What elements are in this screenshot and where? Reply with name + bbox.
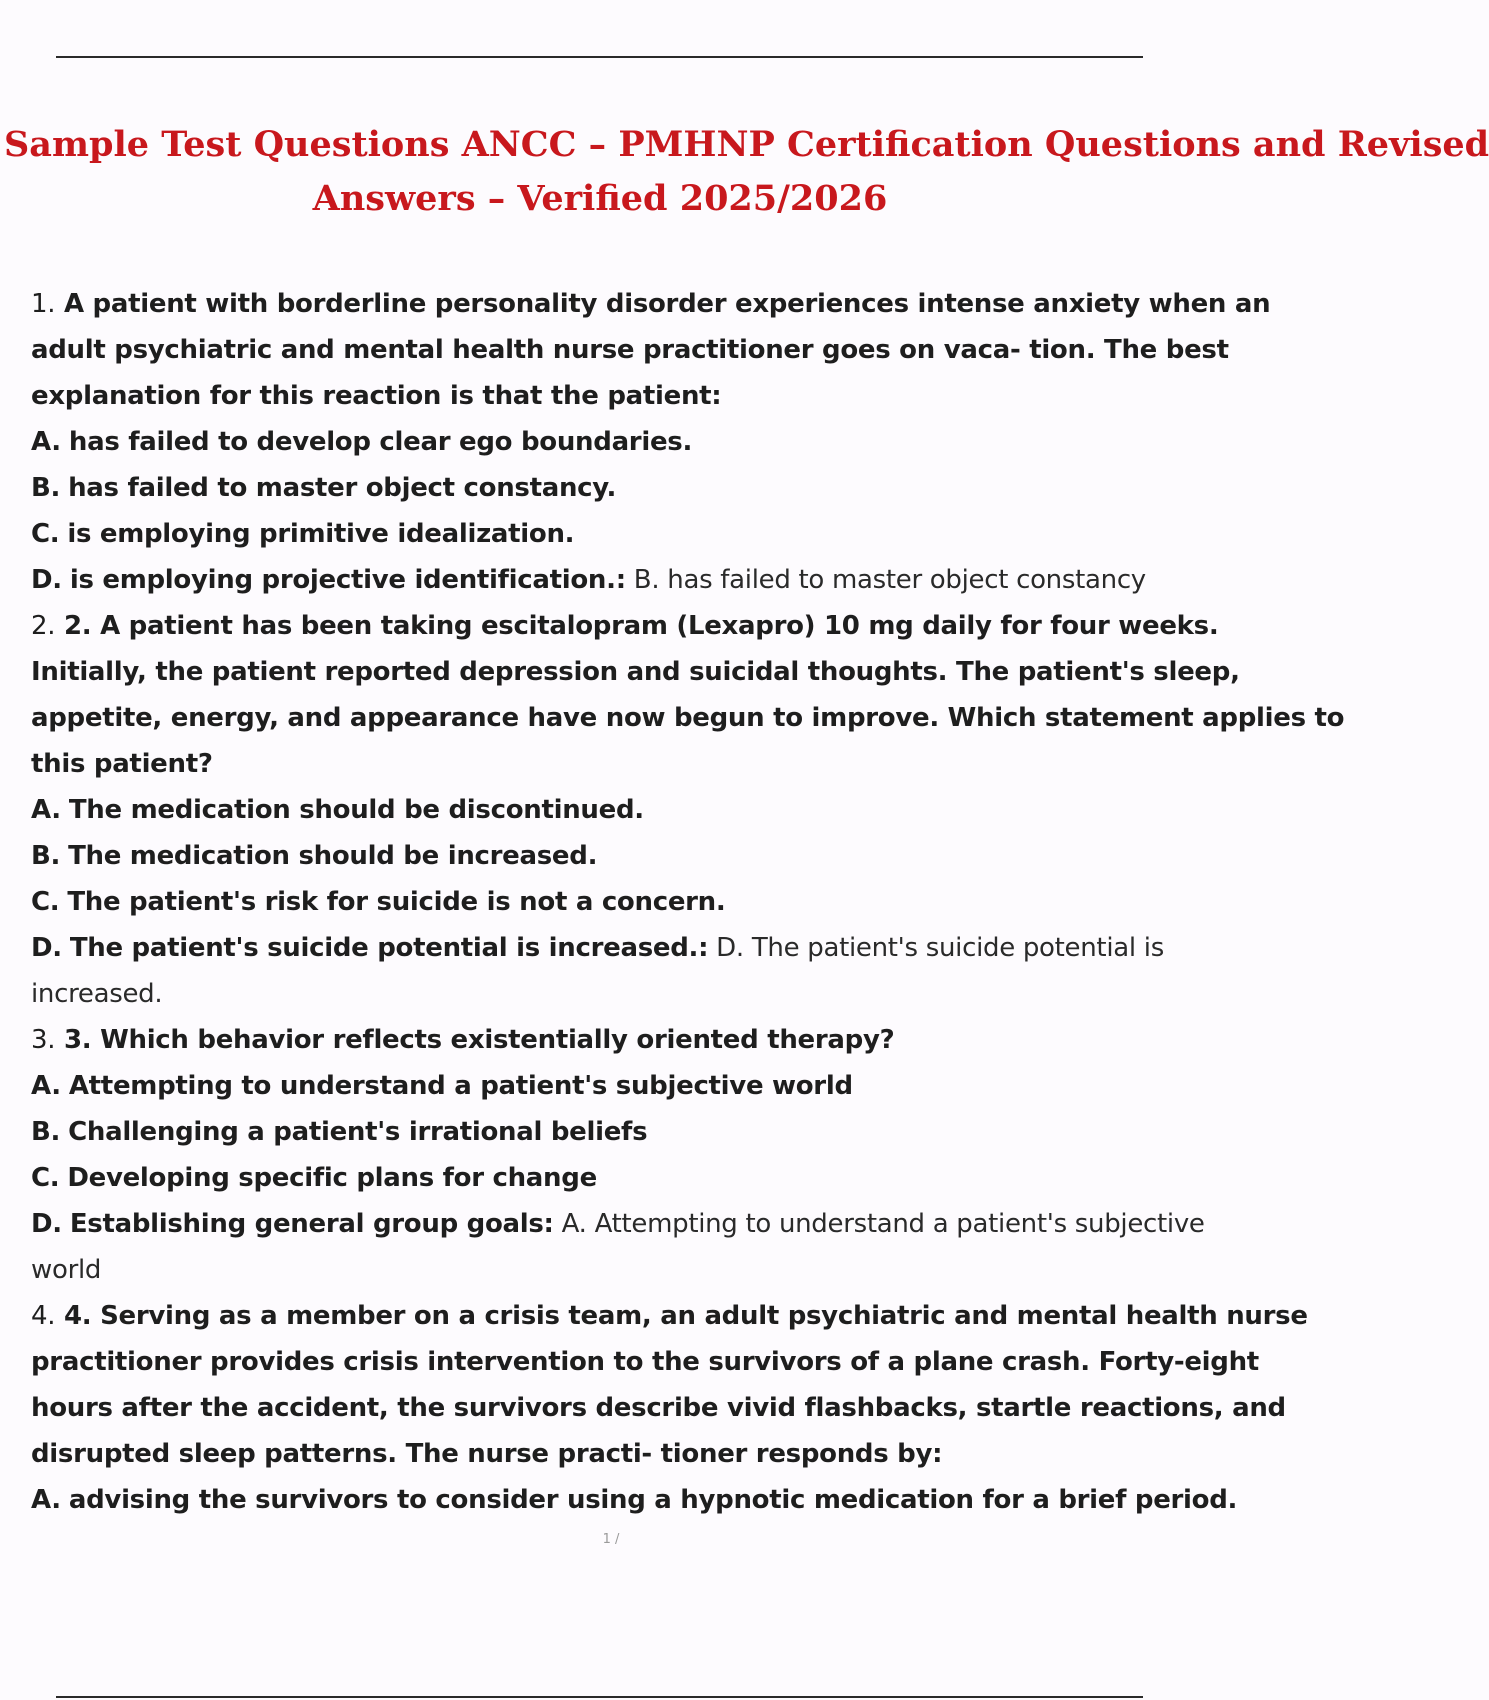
question-3-option-d (31, 1201, 1205, 1247)
answer-text: world (31, 1255, 102, 1285)
question-3-answer-cont (31, 1247, 1200, 1293)
option-letter: B. (31, 1117, 61, 1147)
question-3-stem (31, 1017, 1200, 1063)
question-text: A patient with borderline personality disorder experiences intense anxiety when an (63, 289, 1271, 319)
question-1-option-d (31, 557, 1200, 603)
question-2-stem (31, 603, 1219, 649)
option-text: has failed to master object constancy. (68, 473, 617, 503)
question-2-answer-cont (31, 971, 1200, 1017)
question-2-stem-cont: Initially, the patient reported depression and suicidal thoughts. The patient's sleep, (31, 657, 1240, 687)
option-text: The medication should be increased. (68, 841, 598, 871)
title-line-1: Sample Test Questions ANCC – PMHNP Certification Questions and Revised (4, 124, 1489, 165)
option-letter: A. (31, 795, 61, 825)
question-1-stem-cont: adult psychiatric and mental health nurse practitioner goes on vaca- tion. The best (31, 335, 1229, 365)
option-text: Attempting to understand a patient's subjective world (68, 1071, 853, 1101)
top-rule (56, 56, 1143, 58)
question-text: 3. Which behavior reflects existentially oriented therapy? (63, 1025, 895, 1055)
question-4-stem-cont: hours after the accident, the survivors describe vivid flashbacks, startle reactions, and (31, 1393, 1286, 1423)
title-line-2: Answers – Verified 2025/2026 (312, 178, 888, 219)
option-letter: C. (31, 1163, 60, 1193)
answer-text: A. Attempting to understand a patient's subjective (561, 1209, 1205, 1239)
option-text: advising the survivors to consider using a hypnotic medication for a brief period. (68, 1485, 1238, 1515)
option-letter: A. (31, 1485, 61, 1515)
answer-text: B. has failed to master object constancy (633, 565, 1146, 595)
question-number: 3. (31, 1025, 56, 1055)
option-letter: A. (31, 427, 61, 457)
question-1-option-b (31, 465, 1200, 511)
question-2-option-d (31, 925, 1200, 971)
question-3-option-c (31, 1155, 1200, 1201)
question-1-stem (31, 281, 1271, 327)
question-2-stem-cont: appetite, energy, and appearance have now begun to improve. Which statement applies to (31, 703, 1345, 733)
question-3-option-b (31, 1109, 1200, 1155)
answer-text: D. The patient's suicide potential is (716, 933, 1164, 963)
option-text: Establishing general group goals: (69, 1209, 554, 1239)
option-letter: D. (31, 1209, 62, 1239)
question-number: 4. (31, 1301, 56, 1331)
question-4-option-a (31, 1477, 1238, 1523)
question-2-option-b (31, 833, 1200, 879)
question-4-stem (31, 1293, 1308, 1339)
question-number: 2. (31, 611, 56, 641)
option-letter: A. (31, 1071, 61, 1101)
document-title (0, 118, 1489, 226)
question-text: 2. A patient has been taking escitalopram (Lexapro) 10 mg daily for four weeks. (63, 611, 1219, 641)
question-2-option-a (31, 787, 1200, 833)
question-2-stem-cont: this patient? (31, 749, 213, 779)
bottom-rule (56, 1696, 1143, 1698)
question-4-stem-cont: disrupted sleep patterns. The nurse practi- tioner responds by: (31, 1439, 943, 1469)
answer-text: increased. (31, 979, 163, 1009)
option-letter: D. (31, 933, 62, 963)
option-text: The patient's risk for suicide is not a concern. (67, 887, 726, 917)
option-text: is employing primitive idealization. (67, 519, 575, 549)
option-letter: B. (31, 473, 61, 503)
question-2-option-c (31, 879, 1200, 925)
option-text: The medication should be discontinued. (68, 795, 644, 825)
option-text: is employing projective identification.: (69, 565, 626, 595)
option-letter: C. (31, 519, 60, 549)
question-4-stem-cont: practitioner provides crisis intervention to the survivors of a plane crash. Forty-eight (31, 1347, 1259, 1377)
question-1-option-a (31, 419, 1200, 465)
option-letter: C. (31, 887, 60, 917)
questions-list (31, 281, 1345, 1523)
option-letter: D. (31, 565, 62, 595)
question-3-option-a (31, 1063, 1200, 1109)
option-letter: B. (31, 841, 61, 871)
option-text: Developing specific plans for change (67, 1163, 597, 1193)
question-number: 1. (31, 289, 56, 319)
question-1-stem-cont: explanation for this reaction is that the patient: (31, 381, 722, 411)
option-text: has failed to develop clear ego boundaries. (68, 427, 693, 457)
question-1-option-c (31, 511, 1200, 557)
option-text: Challenging a patient's irrational beliefs (68, 1117, 648, 1147)
question-text: 4. Serving as a member on a crisis team, an adult psychiatric and mental health nurse (63, 1301, 1308, 1331)
option-text: The patient's suicide potential is increased.: (69, 933, 709, 963)
page-number: 1 / (602, 1532, 620, 1547)
